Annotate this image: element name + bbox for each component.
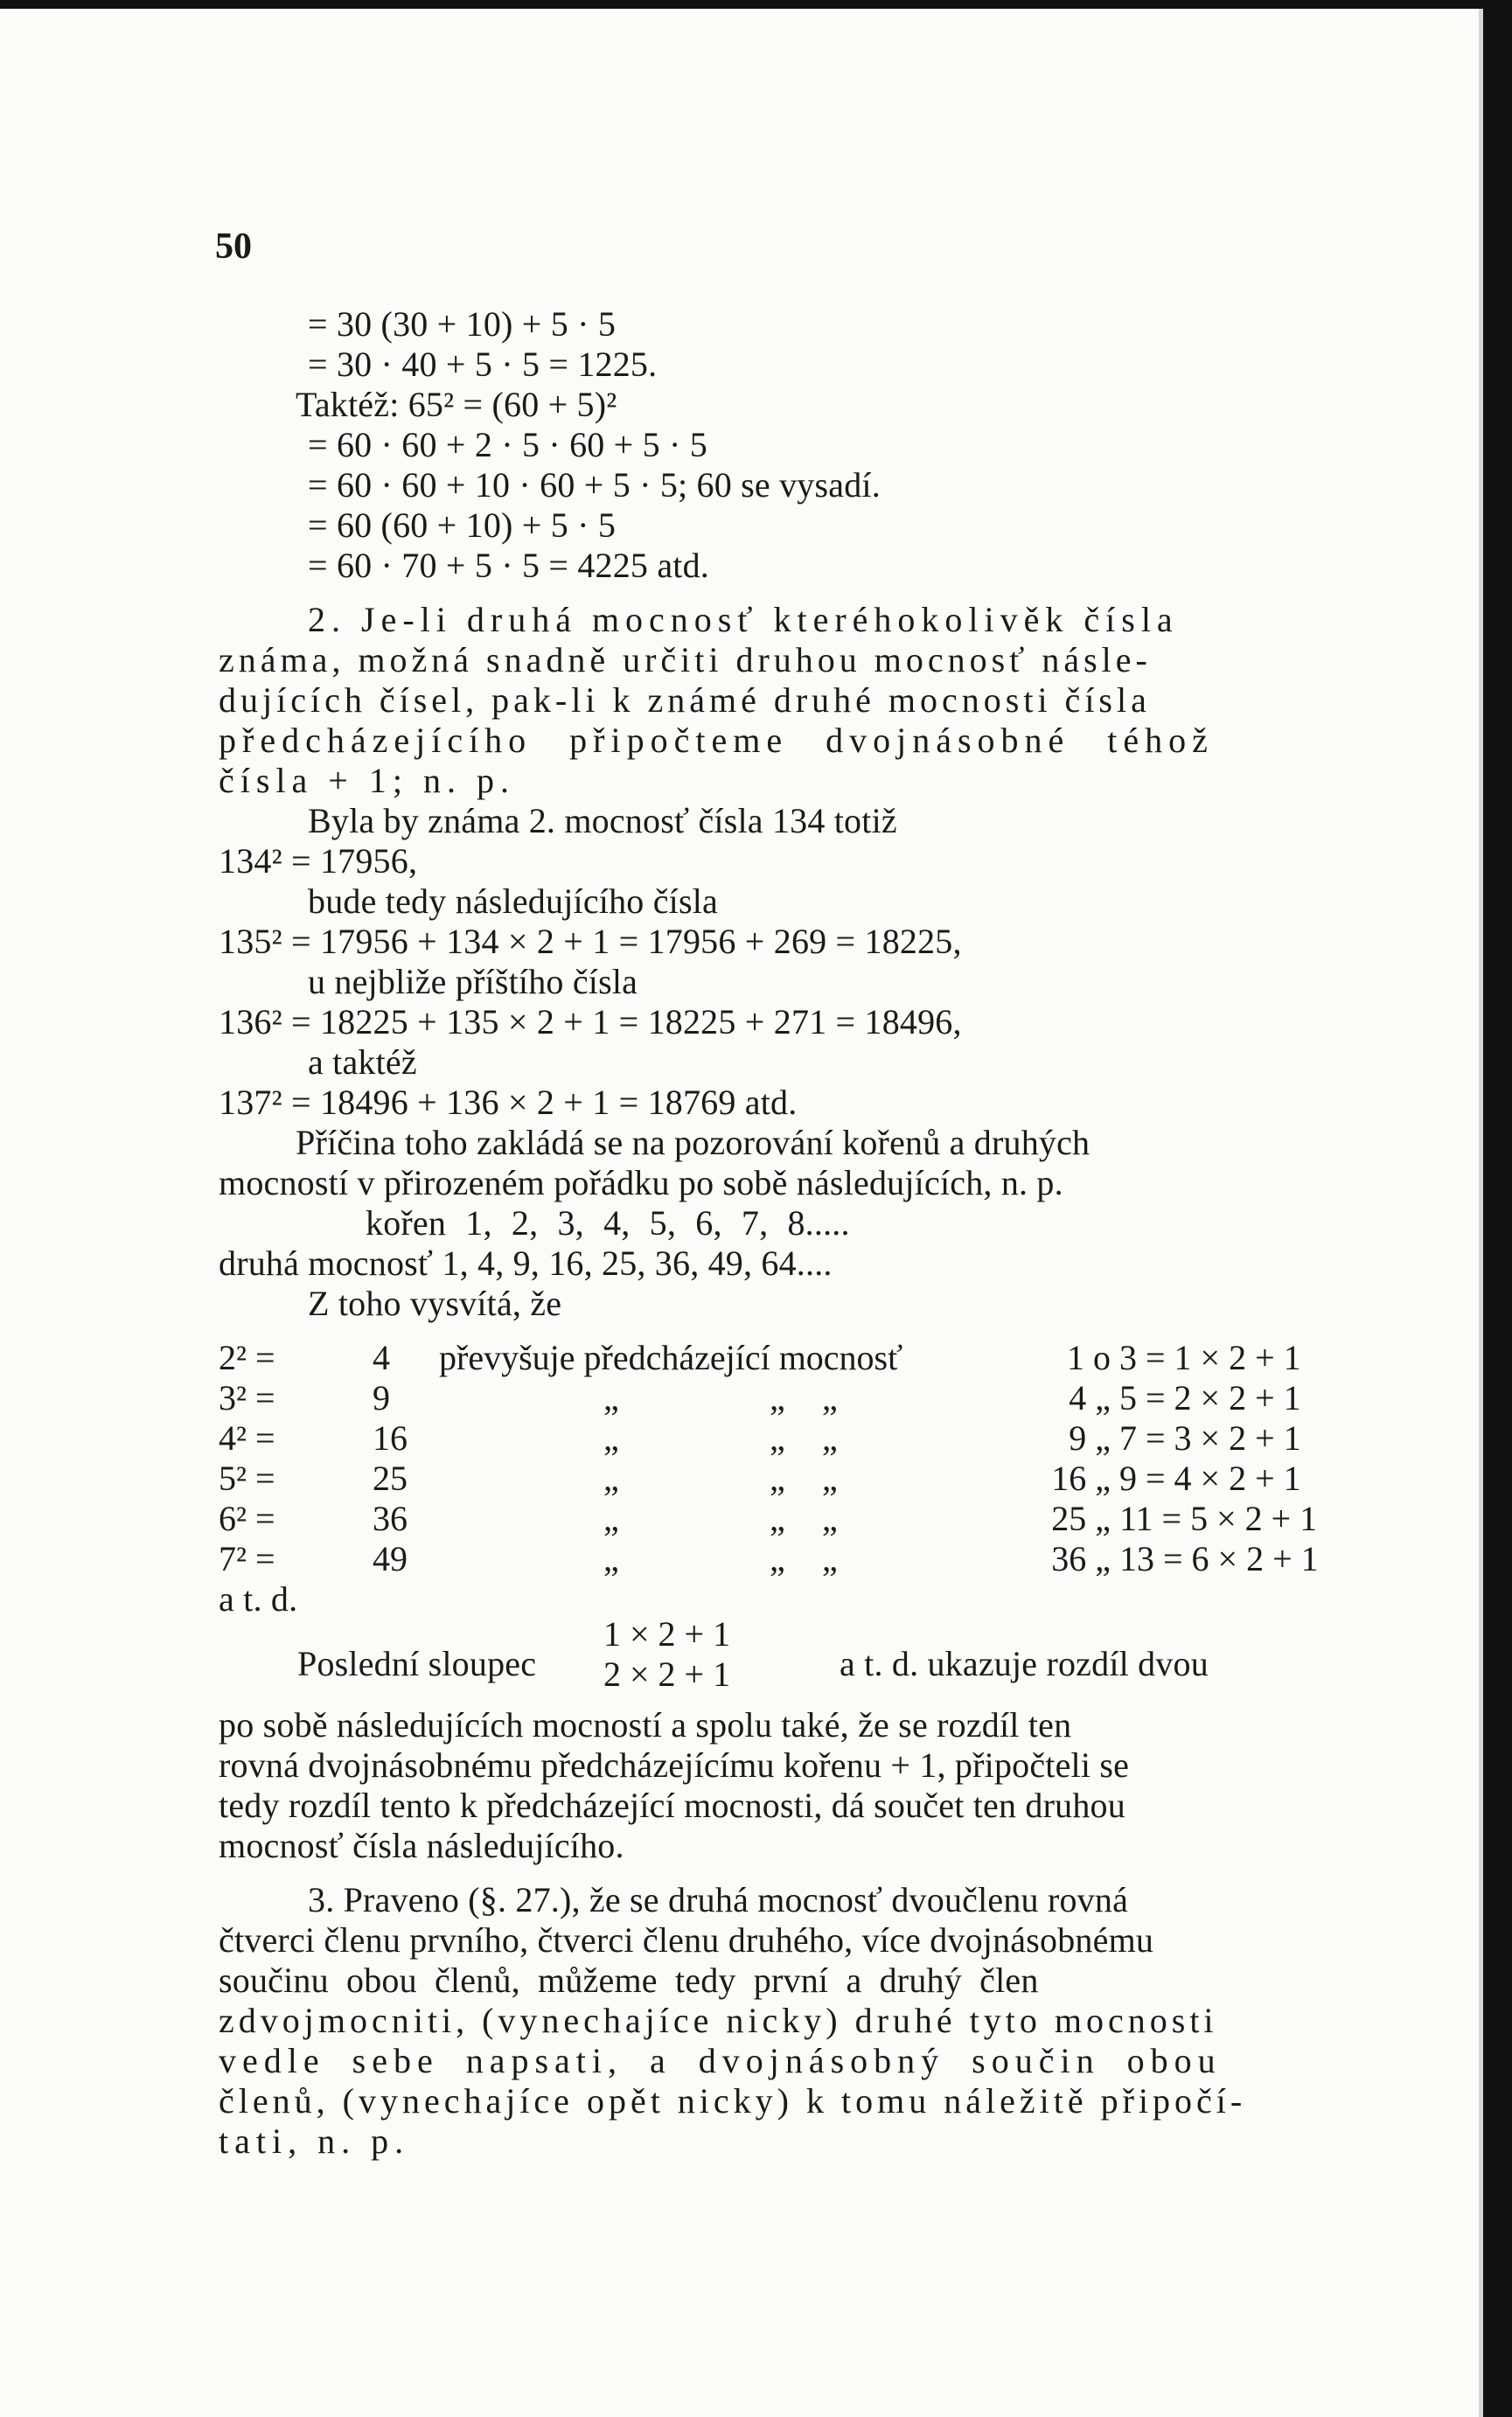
table-square: 4² =: [219, 1418, 275, 1458]
paragraph-line: vedle sebe napsati, a dvojnásobný součin obou: [219, 2041, 1222, 2080]
ditto-mark: „: [603, 1418, 619, 1458]
paragraph-line: známa, možná snadně určiti druhou mocnosť násle-: [219, 640, 1152, 679]
ditto-mark: „: [822, 1499, 838, 1538]
scan-border-top: [0, 0, 1512, 9]
table-prev: 36 „: [1051, 1539, 1111, 1578]
ditto-mark: „: [603, 1499, 619, 1538]
table-value: 4: [373, 1338, 390, 1377]
equation-line: = 60 (60 + 10) + 5 · 5: [308, 505, 617, 545]
paragraph-line: a taktéž: [308, 1042, 417, 1082]
table-value: 25: [373, 1459, 408, 1498]
ditto-mark: „: [822, 1539, 838, 1578]
table-prev: 9 „: [1069, 1418, 1111, 1458]
table-square: 2² =: [219, 1338, 275, 1377]
table-formula: 5 = 2 × 2 + 1: [1119, 1378, 1301, 1417]
equation-line: = 60 · 60 + 10 · 60 + 5 · 5; 60 se vysadí.: [308, 465, 881, 505]
ditto-mark: „: [603, 1378, 619, 1417]
table-formula: 11 = 5 × 2 + 1: [1119, 1499, 1318, 1538]
table-prev: 1 o: [1067, 1338, 1111, 1377]
ditto-mark: „: [770, 1378, 785, 1417]
equation-line: = 30 (30 + 10) + 5 · 5: [308, 304, 617, 344]
table-prev: 4 „: [1069, 1378, 1111, 1417]
paragraph-line: čísla + 1; n. p.: [219, 761, 515, 800]
paragraph-line: zdvojmocniti, (vynechajíce nicky) druhé tyto mocnosti: [219, 2001, 1218, 2040]
table-row: [219, 1539, 1319, 1579]
table-value: 49: [373, 1539, 408, 1578]
paragraph-line: čtverci členu prvního, čtverci členu druhého, více dvojnásobnému: [219, 1920, 1154, 1960]
table-prev: 16 „: [1051, 1459, 1111, 1498]
table-row: [219, 1418, 1312, 1459]
paragraph-line: a t. d. ukazuje rozdíl dvou: [840, 1644, 1209, 1683]
paragraph-line: tedy rozdíl tento k předcházející mocnosti, dá součet ten druhou: [219, 1786, 1125, 1825]
table-row: [219, 1499, 1318, 1539]
table-formula: 3 = 1 × 2 + 1: [1119, 1338, 1301, 1377]
table-value: 9: [373, 1378, 390, 1417]
table-etc: a t. d.: [219, 1579, 298, 1619]
paragraph-line: členů, (vynechajíce opět nicky) k tomu náležitě připočí-: [219, 2081, 1247, 2121]
table-value: 16: [373, 1418, 408, 1458]
stacked-denominator: 2 × 2 + 1: [603, 1654, 731, 1694]
table-row: [219, 1459, 1312, 1499]
paragraph-line: Poslední sloupec: [297, 1644, 537, 1683]
ditto-mark: „: [822, 1378, 838, 1417]
table-formula: 7 = 3 × 2 + 1: [1119, 1418, 1301, 1458]
paragraph-line: bude tedy následujícího čísla: [308, 881, 719, 921]
paragraph-line: Příčina toho zakládá se na pozorování kořenů a druhých: [296, 1123, 1090, 1162]
table-square: 3² =: [219, 1378, 275, 1417]
ditto-mark: „: [822, 1459, 838, 1498]
table-formula: 13 = 6 × 2 + 1: [1119, 1539, 1319, 1578]
paragraph-line: u nejbliže příštího čísla: [308, 962, 638, 1001]
equation-line: = 60 · 70 + 5 · 5 = 4225 atd.: [308, 546, 709, 585]
paragraph-line: mocnosť čísla následujícího.: [219, 1826, 624, 1865]
sequence-line: druhá mocnosť 1, 4, 9, 16, 25, 36, 49, 64....: [219, 1243, 833, 1283]
paragraph-line: rovná dvojnásobnému předcházejícímu kořenu + 1, připočteli se: [219, 1745, 1130, 1785]
equation-line: Taktéž: 65² = (60 + 5)²: [296, 385, 617, 424]
table-square: 7² =: [219, 1539, 275, 1578]
book-page: [0, 9, 1483, 2417]
equation-line: = 30 · 40 + 5 · 5 = 1225.: [308, 345, 658, 384]
table-square: 6² =: [219, 1499, 275, 1538]
table-value: 36: [373, 1499, 408, 1538]
page-number: 50: [215, 226, 252, 267]
equation-line: 137² = 18496 + 136 × 2 + 1 = 18769 atd.: [219, 1083, 798, 1122]
ditto-mark: „: [603, 1459, 619, 1498]
paragraph-line: mocností v přirozeném pořádku po sobě následujících, n. p.: [219, 1163, 1063, 1202]
ditto-mark: „: [770, 1499, 785, 1538]
paragraph-line: 3. Praveno (§. 27.), že se druhá mocnosť dvoučlenu rovná: [308, 1880, 1129, 1919]
table-prev: 25 „: [1051, 1499, 1111, 1538]
paragraph-line: 2. Je-li druhá mocnosť kteréhokolivěk čísla: [308, 600, 1179, 639]
ditto-mark: „: [770, 1539, 785, 1578]
equation-line: 136² = 18225 + 135 × 2 + 1 = 18225 + 271 = 18496,: [219, 1002, 962, 1041]
table-formula: 9 = 4 × 2 + 1: [1119, 1459, 1301, 1498]
table-header-text: převyšuje předcházející mocnosť: [439, 1338, 903, 1377]
stacked-expression: [603, 1614, 822, 1698]
equation-line: = 60 · 60 + 2 · 5 · 60 + 5 · 5: [308, 425, 707, 464]
ditto-mark: „: [822, 1418, 838, 1458]
paragraph-line: předcházejícího připočteme dvojnásobné téhož: [219, 721, 1214, 760]
paragraph-line: tati, n. p.: [219, 2121, 410, 2161]
stacked-numerator: 1 × 2 + 1: [603, 1614, 731, 1654]
equation-line: 134² = 17956,: [219, 841, 418, 881]
table-square: 5² =: [219, 1459, 275, 1498]
paragraph-line: Z toho vysvítá, že: [308, 1284, 562, 1323]
paragraph-line: dujících čísel, pak-li k známé druhé mocnosti čísla: [219, 680, 1151, 720]
ditto-mark: „: [770, 1459, 785, 1498]
sequence-line: kořen 1, 2, 3, 4, 5, 6, 7, 8.....: [366, 1203, 850, 1243]
ditto-mark: „: [603, 1539, 619, 1578]
equation-line: 135² = 17956 + 134 × 2 + 1 = 17956 + 269 = 18225,: [219, 922, 962, 961]
paragraph-line: Byla by známa 2. mocnosť čísla 134 totiž: [308, 801, 897, 840]
paragraph-line: po sobě následujících mocností a spolu také, že se rozdíl ten: [219, 1705, 1072, 1745]
paragraph-line: součinu obou členů, můžeme tedy první a druhý člen: [219, 1961, 1039, 2000]
table-row: [219, 1338, 1312, 1378]
ditto-mark: „: [770, 1418, 785, 1458]
table-row: [219, 1378, 1312, 1418]
scan-border-right: [1479, 0, 1512, 2417]
